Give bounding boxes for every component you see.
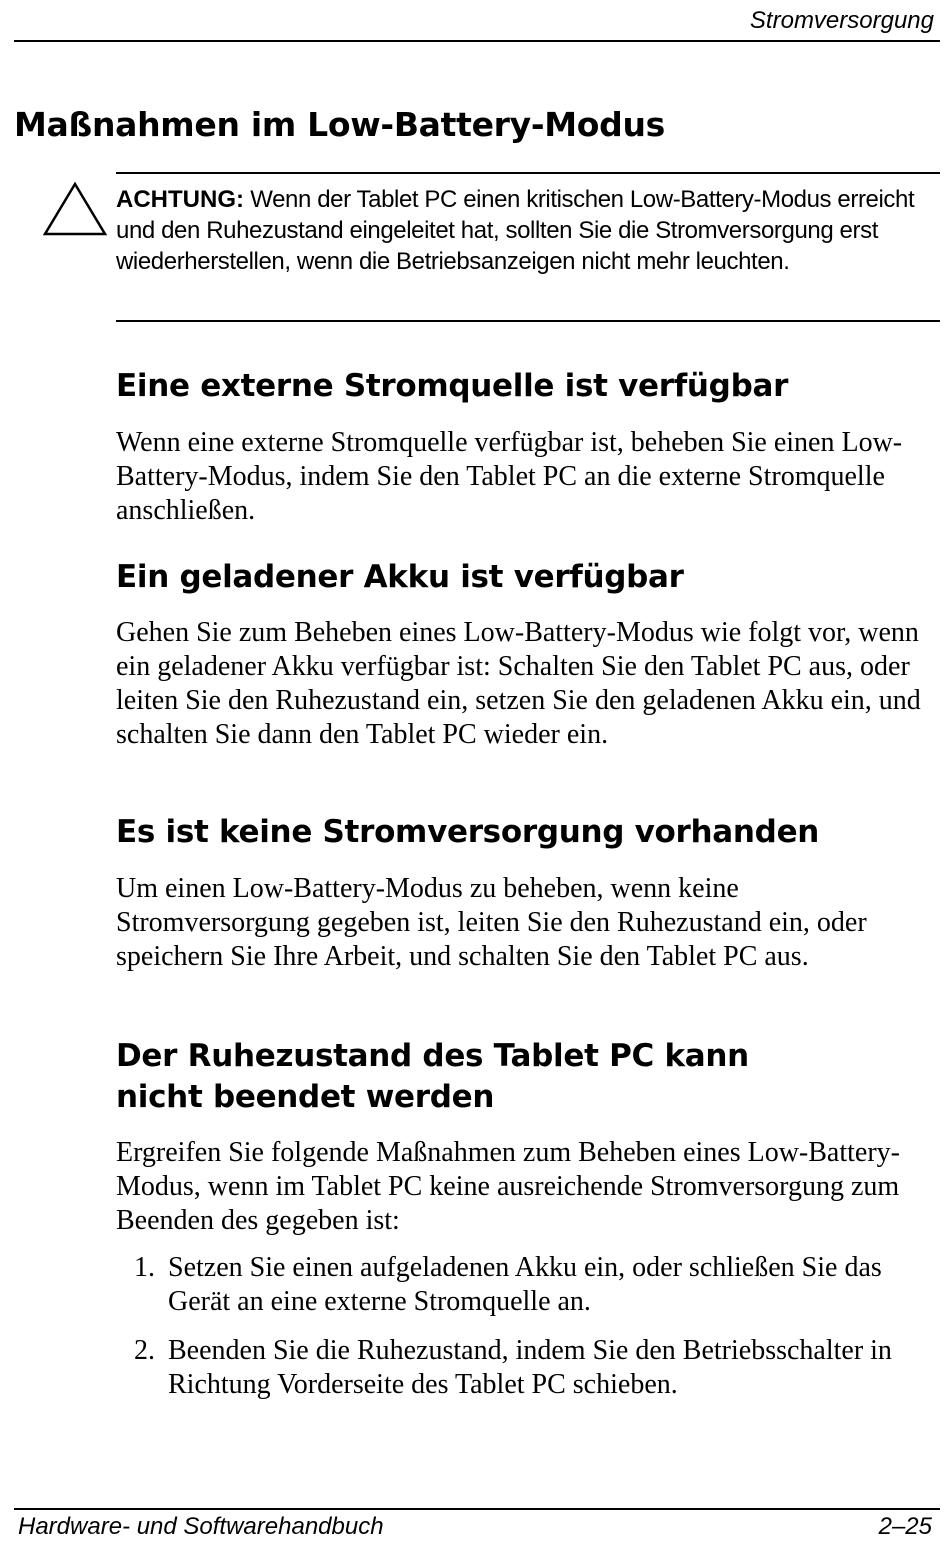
subsection-title-external-power: Eine externe Stromquelle ist verfügbar bbox=[116, 368, 789, 404]
subsection-title-charged-battery: Ein geladener Akku ist verfügbar bbox=[116, 559, 684, 595]
caution-rule-top bbox=[116, 172, 940, 174]
step-number: 2. bbox=[134, 1335, 155, 1366]
paragraph-external-power: Wenn eine externe Stromquelle verfügbar ist, beheben Sie einen Low-Battery-Modus, indem Sie den Tablet PC an die externe Stromquelle anschließen. bbox=[116, 427, 903, 526]
running-header: Stromversorgung bbox=[749, 7, 934, 34]
footer-rule bbox=[14, 1508, 940, 1510]
step-number: 1. bbox=[134, 1252, 155, 1283]
section-title: Maßnahmen im Low-Battery-Modus bbox=[14, 105, 666, 144]
caution-label: ACHTUNG: bbox=[116, 186, 244, 213]
paragraph-no-power: Um einen Low-Battery-Modus zu beheben, wenn keine Stromversorgung gegeben ist, leiten Sie den Ruhezustand ein, oder speichern Sie Ihre Arbeit, und schalten Sie den Tablet PC aus. bbox=[116, 873, 867, 972]
warning-triangle-icon bbox=[42, 180, 108, 238]
step-text: Setzen Sie einen aufgeladenen Akku ein, oder schließen Sie das Gerät an eine externe Stromquelle an. bbox=[168, 1252, 882, 1317]
step-text: Beenden Sie die Ruhezustand, indem Sie den Betriebsschalter in Richtung Vorderseite des Tablet PC schieben. bbox=[168, 1335, 892, 1400]
subsection-title-no-power: Es ist keine Stromversorgung vorhanden bbox=[116, 814, 820, 850]
header-rule bbox=[14, 40, 940, 42]
paragraph-hibernation: Ergreifen Sie folgende Maßnahmen zum Beheben eines Low-Battery-Modus, wenn im Tablet PC keine ausreichende Stromversorgung zum Beenden des gegeben ist: bbox=[116, 1137, 900, 1236]
subsection-title-line: nicht beendet werden bbox=[116, 1079, 495, 1115]
caution-text: Wenn der Tablet PC einen kritischen Low-Battery-Modus erreicht und den Ruhezustand eingeleitet hat, sollten Sie die Stromversorgung erst wiederherstellen, wenn die Betriebsanzeigen nicht mehr leuchten. bbox=[116, 186, 915, 275]
subsection-title-hibernation bbox=[116, 1036, 916, 1118]
paragraph-charged-battery: Gehen Sie zum Beheben eines Low-Battery-Modus wie folgt vor, wenn ein geladener Akku verfügbar ist: Schalten Sie den Tablet PC aus, oder leiten Sie den Ruhezustand ein, setzen Sie den geladenen Akku ein, und schalten Sie dann den Tablet PC wieder ein. bbox=[116, 617, 921, 750]
caution-note bbox=[116, 184, 926, 277]
subsection-title-line: Der Ruhezustand des Tablet PC kann bbox=[116, 1038, 749, 1074]
caution-rule-bottom bbox=[116, 320, 940, 322]
footer-book-title: Hardware- und Softwarehandbuch bbox=[18, 1513, 384, 1540]
page-number: 2–25 bbox=[878, 1513, 932, 1540]
